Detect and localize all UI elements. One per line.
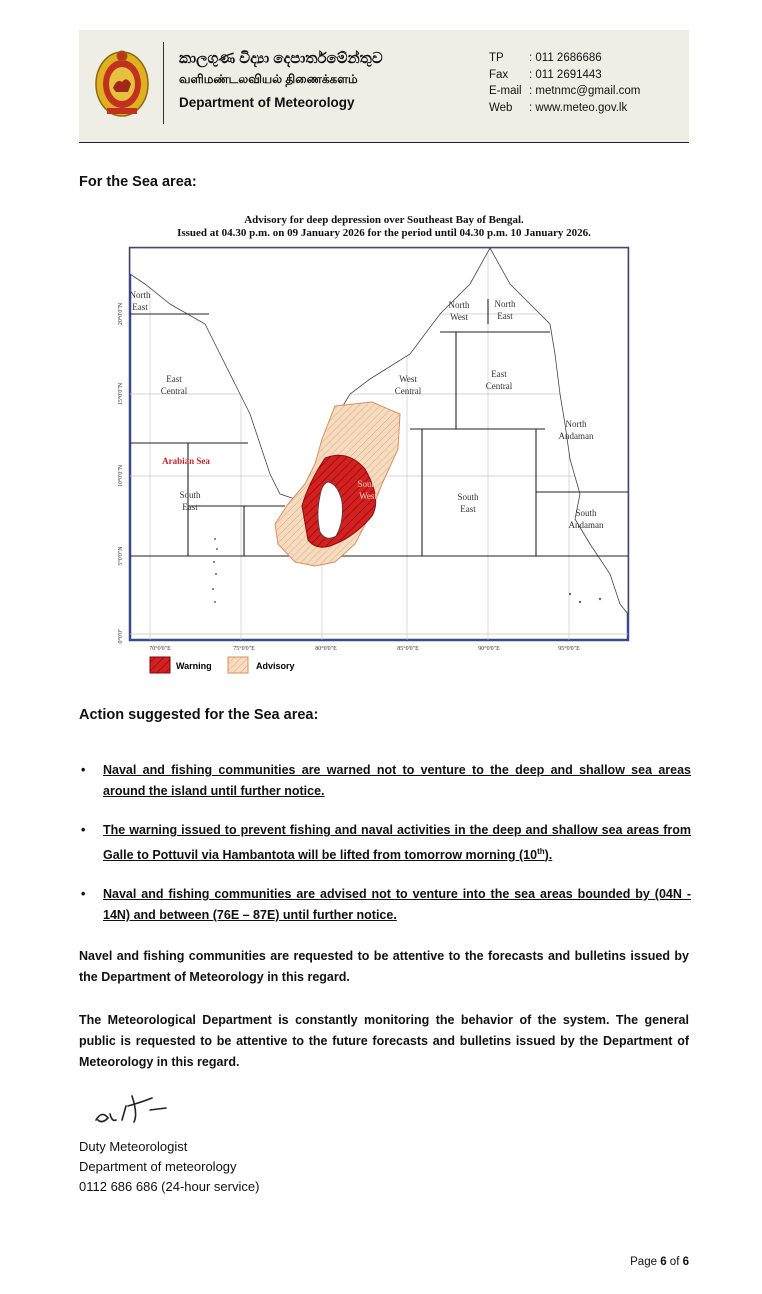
signatory-phone: 0112 686 686 (24-hour service) [79,1179,260,1194]
longitude-labels [149,645,580,652]
list-item: • Naval and fishing communities are advised not to venture into the sea areas bounded by (04N - 14N) and between (76E – 87E) until further notice. [79,884,691,926]
svg-text:0°0'0": 0°0'0" [118,628,124,644]
svg-text:North: North [565,419,587,429]
svg-text:West: West [359,491,377,501]
contact-row-email: E-mail : metnmc@gmail.com [489,85,641,97]
signature [88,1080,178,1132]
svg-text:Central: Central [160,386,188,396]
legend-advisory-swatch [228,657,248,673]
svg-text:95°0'0"E: 95°0'0"E [558,646,580,652]
org-name-sinhala: කාලගුණ විද්‍යා දෙපාර්තමේන්තුව [179,50,383,67]
svg-text:South: South [357,479,379,489]
list-item: • The warning issued to prevent fishing and naval activities in the deep and shallow sea areas from Galle to Pottuvil via Hambantota will be lifted from tomorrow morning (10th). [79,820,691,866]
legend-advisory-label: Advisory [256,661,295,671]
label-ne-arabian-2: East [132,302,148,312]
monitoring-paragraph: The Meteorological Department is constantly monitoring the behavior of the system. The general public is requested to be attentive to the future forecasts and bulletins issued by the Department of Meteorology in this regard. [79,1013,689,1069]
svg-text:75°0'0"E: 75°0'0"E [233,646,255,652]
contact-row-fax: Fax : 011 2691443 [489,68,602,81]
letterhead [79,30,689,143]
map-title: Advisory for deep depression over Southeast Bay of Bengal. Issued at 04.30 p.m. on 09 January 2026 for the period until 04.30 p.m. 10 January 2026. [177,214,591,239]
svg-text:10°0'0"N: 10°0'0"N [118,464,124,488]
contact-row-web: Web : www.meteo.gov.lk [489,101,628,114]
action-heading: Action suggested for the Sea area: [79,707,319,723]
svg-text:80°0'0"E: 80°0'0"E [315,646,337,652]
list-item: • Naval and fishing communities are warned not to venture to the deep and shallow sea areas around the island until further notice. [79,760,691,802]
legend-warning-label: Warning [176,661,212,671]
sea-area-heading: For the Sea area: [79,174,197,190]
svg-text:North: North [494,299,516,309]
svg-text:South: South [457,492,479,502]
svg-text:20°0'0"N: 20°0'0"N [118,302,124,326]
svg-text:East: East [497,311,513,321]
svg-text:West: West [450,312,468,322]
legend-warning-swatch [150,657,170,673]
organization-names [179,48,383,113]
label-ne-arabian-1: North [129,290,151,300]
svg-text:70°0'0"E: 70°0'0"E [149,646,171,652]
header-divider [163,42,164,124]
action-list [79,760,691,944]
svg-text:5°0'0"N: 5°0'0"N [118,546,124,566]
signatory-title: Duty Meteorologist [79,1139,188,1154]
svg-text:East: East [460,504,476,514]
bullet-icon: • [81,887,86,902]
svg-text:15°0'0"N: 15°0'0"N [118,382,124,406]
svg-text:East: East [166,374,182,384]
contact-row-tp: TP : 011 2686686 [489,52,602,64]
svg-text:Andaman: Andaman [568,520,604,530]
svg-text:East: East [182,502,198,512]
attention-paragraph: Navel and fishing communities are requested to be attentive to the forecasts and bulletins issued by the Department of Meteorology in this regard. [79,949,689,984]
svg-text:North: North [448,300,470,310]
svg-text:Central: Central [485,381,513,391]
svg-text:85°0'0"E: 85°0'0"E [397,646,419,652]
signatory-department: Department of meteorology [79,1159,237,1174]
page-number: Page 6 of 6 [630,1256,689,1268]
contact-block [489,50,640,116]
latitude-labels [117,302,124,643]
svg-text:West: West [399,374,417,384]
svg-text:East: East [491,369,507,379]
svg-text:South: South [179,490,201,500]
svg-text:90°0'0"E: 90°0'0"E [478,646,500,652]
svg-text:Arabian Sea: Arabian Sea [162,456,210,466]
org-name-tamil: வளிமண்டலவியல் திணைக்களம் [179,72,358,86]
map-legend [150,657,295,673]
svg-text:Andaman: Andaman [558,431,594,441]
svg-text:Central: Central [394,386,422,396]
signatory-block [79,1137,259,1197]
bullet-icon: • [81,763,86,777]
advisory-map [110,244,650,682]
sri-lanka-emblem-icon [93,44,151,120]
svg-text:South: South [575,508,597,518]
org-name-english: Department of Meteorology [179,95,355,110]
bullet-icon: • [81,823,86,837]
